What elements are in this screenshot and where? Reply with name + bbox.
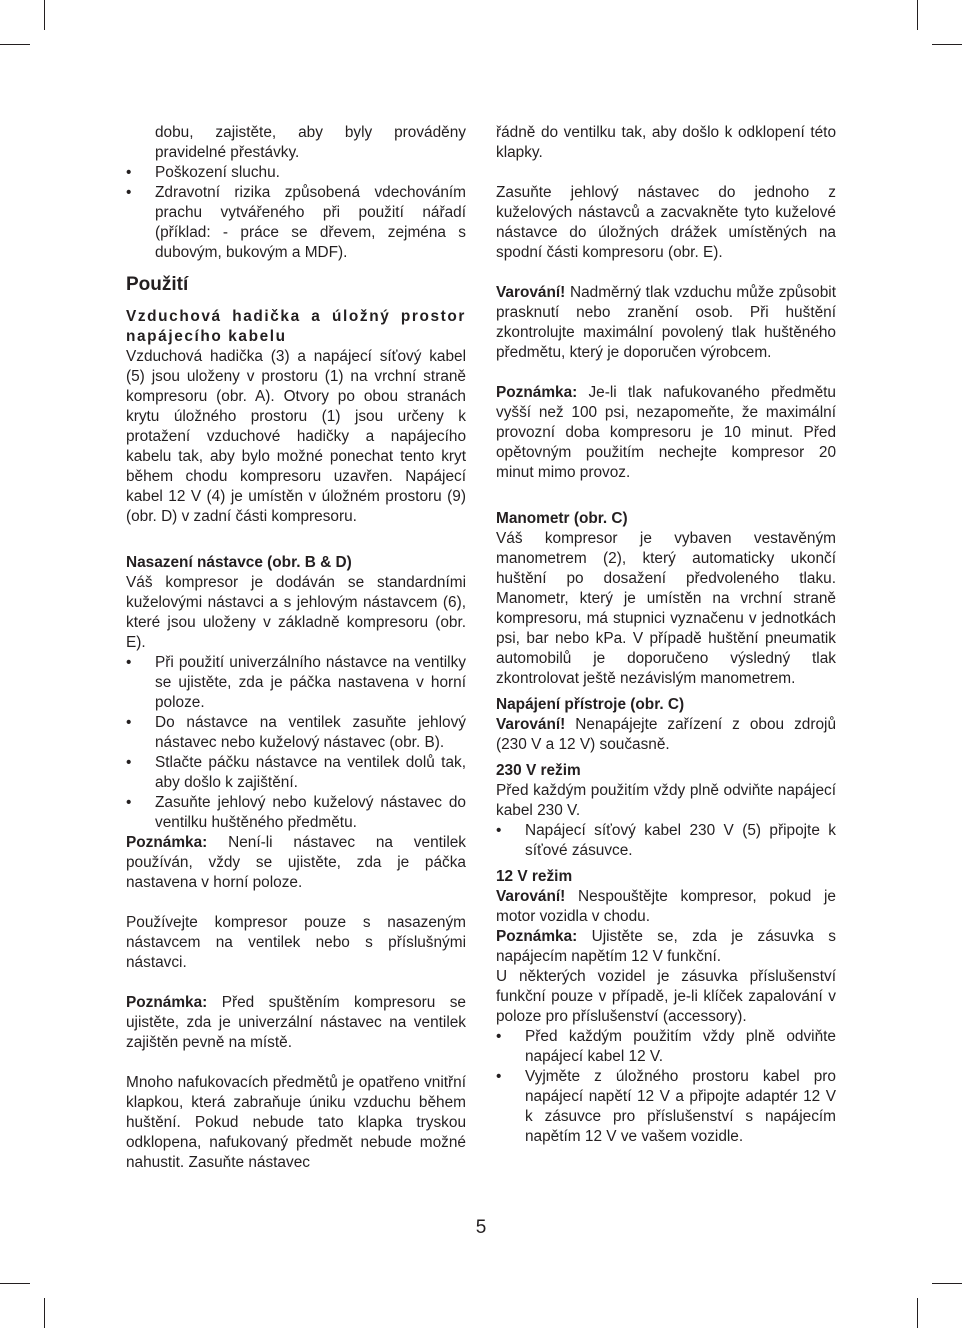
crop-mark: [917, 0, 918, 30]
note-label: Poznámka:: [496, 384, 578, 401]
list-item: • Stlačte páčku nástavce na ventilek dolů tak, aby došlo k zajištění.: [126, 753, 466, 793]
230v-bullet-list: [496, 821, 836, 861]
list-item: dobu, zajistěte, aby byly prováděny pravidelné přestávky.: [155, 124, 466, 161]
list-item: • Před každým použitím vždy plně odviňte napájecí kabel 12 V.: [496, 1027, 836, 1067]
nasazeni-heading: Nasazení nástavce (obr. B & D): [126, 554, 352, 571]
left-column: [126, 123, 466, 1173]
note-paragraph: Poznámka: Je-li tlak nafukovaného předmětu vyšší než 100 psi, nezapomeňte, že maximální provozní doba kompresoru je 10 minut. Před opětovným použitím nechejte kompresor 20 minut mimo provoz.: [496, 384, 836, 481]
note-label: Poznámka:: [126, 834, 208, 851]
crop-mark: [917, 1298, 918, 1328]
note-paragraph: Poznámka: Není-li nástavec na ventilek používán, vždy se ujistěte, zda je páčka nastavena v horní poloze.: [126, 834, 466, 891]
crop-mark: [0, 44, 30, 45]
warning-paragraph: Varování! Nadměrný tlak vzduchu může způsobit prasknutí nebo zranění osob. Při huštění zkontrolujte maximální povolený tlak huštěného předmětu, který je doporučen výrobcem.: [496, 284, 836, 361]
warning-paragraph: Varování! Nespouštějte kompresor, pokud je motor vozidla v chodu.: [496, 888, 836, 925]
warning-paragraph: Varování! Nenapájejte zařízení z obou zdrojů (230 V a 12 V) současně.: [496, 716, 836, 753]
valve-flap-paragraph: Mnoho nafukovacích předmětů je opatřeno vnitřní klapkou, která zabraňuje úniku vzduchu během huštění. Pokud nebude tato klapka tryskou odklopena, nafukovaný předmět nebude možné nahustit. Zasuňte nástavec: [126, 1074, 466, 1171]
12v-bullet-list: [496, 1027, 836, 1147]
crop-mark: [0, 1283, 30, 1284]
crop-mark: [932, 1283, 962, 1284]
nasazeni-paragraph: Váš kompresor je dodáván se standardními kuželovými nástavci a s jehlovým nástavcem (6), které jsou uloženy v základně kompresoru (obr. E).: [126, 574, 466, 651]
manometr-paragraph: Váš kompresor je vybaven vestavěným manometrem (2), který automaticky ukončí huštění po dosažení předvoleného tlaku. Manometr, který je umístěn na vrchní straně kompresoru, má stupnici vyznačenu v jednotkách psi, bar nebo kPa. V případě huštění pneumatik automobilů je doporučeno výsledný tlak zkontrolovat ještě nezávislým manometrem.: [496, 530, 836, 687]
continued-paragraph: řádně do ventilku tak, aby došlo k odklopení této klapky.: [496, 124, 836, 161]
nasazeni-bullet-list: [126, 653, 466, 833]
list-item: • Při použití univerzálního nástavce na ventilky se ujistěte, zda je páčka nastavena v horní poloze.: [126, 653, 466, 713]
warning-label: Varování!: [496, 716, 566, 733]
note-label: Poznámka:: [496, 928, 578, 945]
intro-bullet-list: [126, 123, 466, 263]
12v-paragraph: U některých vozidel je zásuvka příslušenství funkční pouze v případě, je-li klíček zapalování v poloze pro příslušenství (accessory).: [496, 968, 836, 1025]
note-label: Poznámka:: [126, 994, 208, 1011]
hose-paragraph: Vzduchová hadička (3) a napájecí síťový kabel (5) jsou uloženy v prostoru (1) na vrchní straně kompresoru (obr. A). Otvory po obou stranách krytu úložného prostoru (1) jsou určeny k protažení vzduchové hadičky a napájecího kabelu tak, aby bylo možné ponechat tento kryt během chodu kompresoru uzavřen. Napájecí kabel 12 V (4) je umístěn v úložném prostoru (9) (obr. D) v zadní části kompresoru.: [126, 348, 466, 525]
crop-mark: [44, 1298, 45, 1328]
hose-heading: Vzduchová hadička a úložný prostor napájecího kabelu: [126, 308, 466, 345]
crop-mark: [932, 44, 962, 45]
right-column: [496, 123, 836, 1147]
list-item: • Zdravotní rizika způsobená vdechováním prachu vytvářeného při použití nářadí (příklad: - práce se dřevem, zejména s dubovým, bukovým a MDF).: [126, 183, 466, 263]
list-item: • Napájecí síťový kabel 230 V (5) připojte k síťové zásuvce.: [496, 821, 836, 861]
list-item: • Do nástavce na ventilek zasuňte jehlový nástavec nebo kuželový nástavec (obr. B).: [126, 713, 466, 753]
230v-paragraph: Před každým použitím vždy plně odviňte napájecí kabel 230 V.: [496, 782, 836, 819]
list-item: • Poškození sluchu.: [126, 163, 466, 183]
page-number: 5: [475, 1217, 487, 1238]
crop-mark: [44, 0, 45, 30]
warning-label: Varování!: [496, 888, 566, 905]
section-heading-pouziti: Použití: [126, 274, 189, 295]
needle-adapter-paragraph: Zasuňte jehlový nástavec do jednoho z kuželových nástavců a zacvakněte tyto kuželové nástavce do úložných drážek umístěných na spodní části kompresoru (obr. E).: [496, 184, 836, 261]
warning-label: Varování!: [496, 284, 566, 301]
note-paragraph: Poznámka: Ujistěte se, zda je zásuvka s napájecím napětím 12 V funkční.: [496, 928, 836, 965]
usage-paragraph: Používejte kompresor pouze s nasazeným nástavcem na ventilek nebo s příslušnými nástavci.: [126, 914, 466, 971]
list-item: • Zasuňte jehlový nebo kuželový nástavec do ventilku huštěného předmětu.: [126, 793, 466, 833]
napajeni-heading: Napájení přístroje (obr. C): [496, 696, 685, 713]
230v-heading: 230 V režim: [496, 762, 581, 779]
list-item: • Vyjměte z úložného prostoru kabel pro napájecí napětí 12 V a připojte adaptér 12 V k zásuvce pro příslušenství s napájecím napětím 12 V ve vašem vozidle.: [496, 1067, 836, 1147]
12v-heading: 12 V režim: [496, 868, 573, 885]
note-paragraph: Poznámka: Před spuštěním kompresoru se ujistěte, zda je univerzální nástavec na ventilek zajištěn pevně na místě.: [126, 994, 466, 1051]
manometr-heading: Manometr (obr. C): [496, 510, 628, 527]
